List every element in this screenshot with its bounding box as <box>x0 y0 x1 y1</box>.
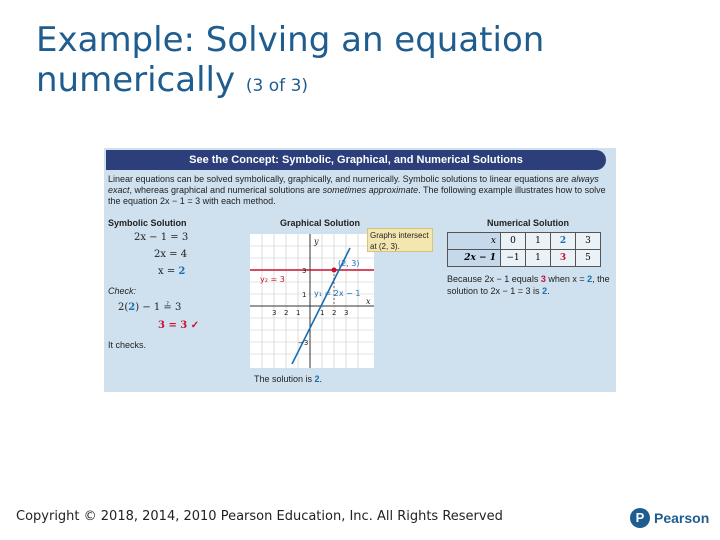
table-row-header-x: x <box>448 233 501 250</box>
num-text-1: Because 2x − 1 equals <box>447 274 541 284</box>
tick-x-3: 3 <box>344 309 349 317</box>
tick-x-neg1: 1 <box>296 309 301 317</box>
table-cell: 0 <box>501 233 526 250</box>
table-cell: 1 <box>526 233 551 250</box>
x-axis-label: x <box>366 297 371 306</box>
num-text-value-3: 3 <box>540 274 546 284</box>
num-text-solution: 2 <box>542 286 548 296</box>
numerical-table <box>447 232 601 267</box>
pearson-logo-icon: P <box>630 508 650 528</box>
symbolic-x-label: x = <box>158 266 179 277</box>
figure-intro <box>108 174 610 207</box>
table-cell: 5 <box>576 250 601 267</box>
intersection-point <box>332 268 337 273</box>
tick-y-3: 3 <box>302 267 307 275</box>
check-step-1 <box>118 302 181 313</box>
num-text-2: when x = <box>545 274 588 284</box>
table-cell-highlight-x: 2 <box>551 233 576 250</box>
graph-caption <box>254 374 322 384</box>
num-text-6: . <box>547 286 550 296</box>
symbolic-step-3 <box>158 266 185 277</box>
table-cell: 3 <box>576 233 601 250</box>
numerical-header: Numerical Solution <box>487 218 570 228</box>
tick-x-neg3: 3 <box>272 309 277 317</box>
solution-graph <box>250 234 374 368</box>
table-cell: −1 <box>501 250 526 267</box>
intro-text-2: , whereas graphical and numerical solutions are <box>129 185 323 195</box>
pearson-logo <box>630 508 709 528</box>
symbolic-x-value: 2 <box>178 266 186 277</box>
tick-x-neg2: 2 <box>284 309 289 317</box>
graph-background <box>250 234 374 368</box>
copyright-footer: Copyright © 2018, 2014, 2010 Pearson Education, Inc. All Rights Reserved <box>16 509 503 524</box>
check-part-a: 2( <box>118 302 129 313</box>
figure-banner: See the Concept: Symbolic, Graphical, and Numerical Solutions <box>106 150 606 170</box>
intro-emphasis-1: always exact <box>108 174 599 195</box>
table-row-header-expr: 2x − 1 <box>448 250 501 267</box>
table-row <box>448 233 601 250</box>
check-label: Check: <box>108 286 137 296</box>
slide-title <box>36 20 676 106</box>
title-main: Example: Solving an equation numerically <box>36 20 545 100</box>
numerical-explanation <box>447 273 617 297</box>
tick-y-neg3: −3 <box>298 339 309 347</box>
check-part-c: ) − 1 ≟ 3 <box>135 302 182 313</box>
intro-text-3: . The following example illustrates how to solve the equation 2x − 1 = 3 with each method. <box>108 185 606 206</box>
graphical-header: Graphical Solution <box>280 218 361 228</box>
tick-y-1: 1 <box>302 291 307 299</box>
y-axis-label: y <box>314 237 319 246</box>
intro-text-1: Linear equations can be solved symbolically, graphically, and numerically. Symbolic solutions to linear equations are <box>108 174 572 184</box>
symbolic-header: Symbolic Solution <box>108 218 187 228</box>
caption-value: 2 <box>314 374 320 384</box>
table-cell-highlight-value: 3 <box>551 250 576 267</box>
check-step-2: 3 = 3 ✓ <box>158 320 200 331</box>
table-row <box>448 250 601 267</box>
symbolic-step-2: 2x = 4 <box>154 249 188 260</box>
caption-text: The solution is <box>254 374 315 384</box>
y2-label: y₂ = 3 <box>260 275 285 284</box>
intersection-callout: Graphs intersect at (2, 3). <box>367 228 433 252</box>
pearson-logo-text: Pearson <box>654 510 710 526</box>
point-label: (2, 3) <box>338 259 360 268</box>
it-checks-text: It checks. <box>108 340 147 350</box>
num-text-4: , the solution to 2x − 1 = 3 is <box>447 274 610 296</box>
tick-x-2: 2 <box>332 309 337 317</box>
check-substituted-value: 2 <box>128 302 136 313</box>
concept-figure <box>104 148 616 392</box>
intro-emphasis-2: sometimes approximate <box>322 185 419 195</box>
table-cell: 1 <box>526 250 551 267</box>
symbolic-step-1: 2x − 1 = 3 <box>134 232 189 243</box>
y1-label: y₁ = 2x − 1 <box>314 289 361 298</box>
num-text-x-value: 2 <box>587 274 593 284</box>
tick-x-1: 1 <box>320 309 325 317</box>
caption-period: . <box>319 374 323 384</box>
title-sub: (3 of 3) <box>245 76 309 96</box>
